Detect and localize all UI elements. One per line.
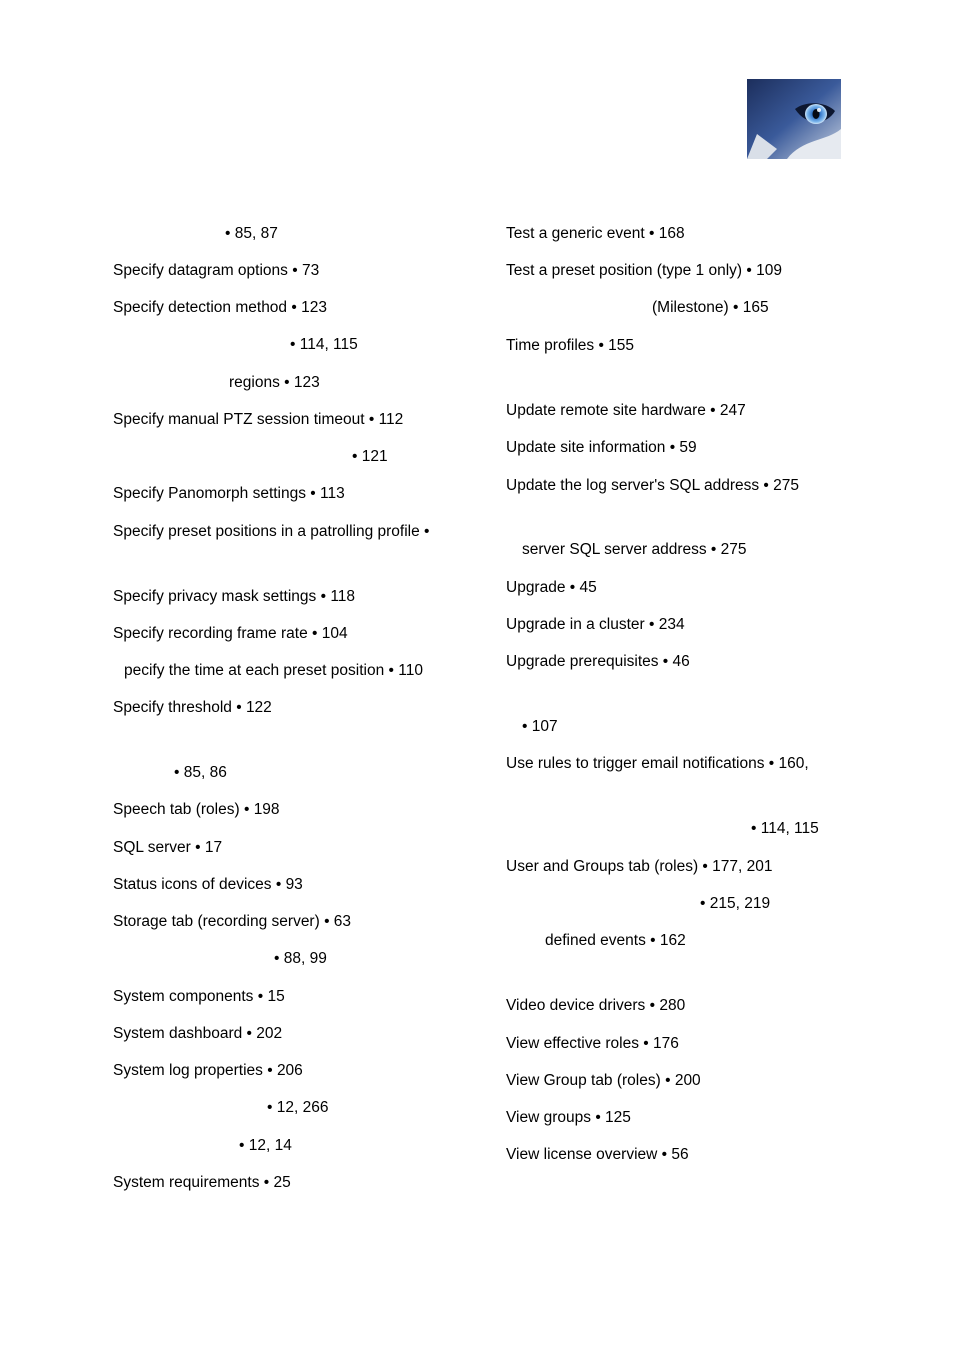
index-entry: • 85, 86 [174, 764, 227, 781]
index-entry: Upgrade • 45 [506, 579, 597, 596]
index-entry: Use rules to trigger email notifications • 160, [506, 755, 809, 772]
index-entry: System log properties • 206 [113, 1062, 303, 1079]
index-entry: Specify recording frame rate • 104 [113, 625, 348, 642]
index-entry: Specify Panomorph settings • 113 [113, 485, 345, 502]
index-entry: Specify manual PTZ session timeout • 112 [113, 411, 404, 428]
index-entry: Status icons of devices • 93 [113, 876, 303, 893]
index-entry: Upgrade prerequisites • 46 [506, 653, 690, 670]
index-entry: server SQL server address • 275 [522, 541, 747, 558]
index-entry: Storage tab (recording server) • 63 [113, 913, 352, 930]
index-entry: Specify preset positions in a patrolling profile • [113, 523, 430, 540]
index-entry: Upgrade in a cluster • 234 [506, 616, 685, 633]
index-entry: Specify threshold • 122 [113, 699, 272, 716]
index-entry: • 215, 219 [700, 895, 771, 912]
index-entry: • 12, 266 [267, 1099, 329, 1116]
index-entry: • 114, 115 [290, 336, 358, 353]
wolf-eye-logo-icon [747, 79, 841, 159]
index-entry: (Milestone) • 165 [652, 299, 769, 316]
index-entry: regions • 123 [229, 374, 320, 391]
index-entry: Update site information • 59 [506, 439, 697, 456]
index-entry: SQL server • 17 [113, 839, 223, 856]
index-entry: View groups • 125 [506, 1109, 631, 1126]
index-entry: defined events • 162 [545, 932, 686, 949]
index-entry: • 114, 115 [751, 820, 819, 837]
index-entry: Update remote site hardware • 247 [506, 402, 746, 419]
index-entry: • 12, 14 [239, 1137, 292, 1154]
index-entry: System requirements • 25 [113, 1174, 291, 1191]
index-entry: Test a preset position (type 1 only) • 109 [506, 262, 782, 279]
index-entry: View license overview • 56 [506, 1146, 689, 1163]
index-entry: User and Groups tab (roles) • 177, 201 [506, 858, 773, 875]
index-entry: View effective roles • 176 [506, 1035, 679, 1052]
index-entry: • 88, 99 [274, 950, 327, 967]
index-entry: • 121 [352, 448, 388, 465]
index-entry: Speech tab (roles) • 198 [113, 801, 280, 818]
index-entry: Specify datagram options • 73 [113, 262, 320, 279]
index-entry: • 107 [522, 718, 558, 735]
index-entry: Test a generic event • 168 [506, 225, 685, 242]
index-entry: System components • 15 [113, 988, 285, 1005]
index-entry: • 85, 87 [225, 225, 278, 242]
index-entry: Specify privacy mask settings • 118 [113, 588, 356, 605]
index-entry: System dashboard • 202 [113, 1025, 283, 1042]
index-entry: Time profiles • 155 [506, 337, 635, 354]
index-entry: pecify the time at each preset position • 110 [124, 662, 423, 679]
index-entry: Update the log server's SQL address • 275 [506, 477, 800, 494]
index-entry: Video device drivers • 280 [506, 997, 686, 1014]
index-entry: View Group tab (roles) • 200 [506, 1072, 701, 1089]
index-entry: Specify detection method • 123 [113, 299, 327, 316]
